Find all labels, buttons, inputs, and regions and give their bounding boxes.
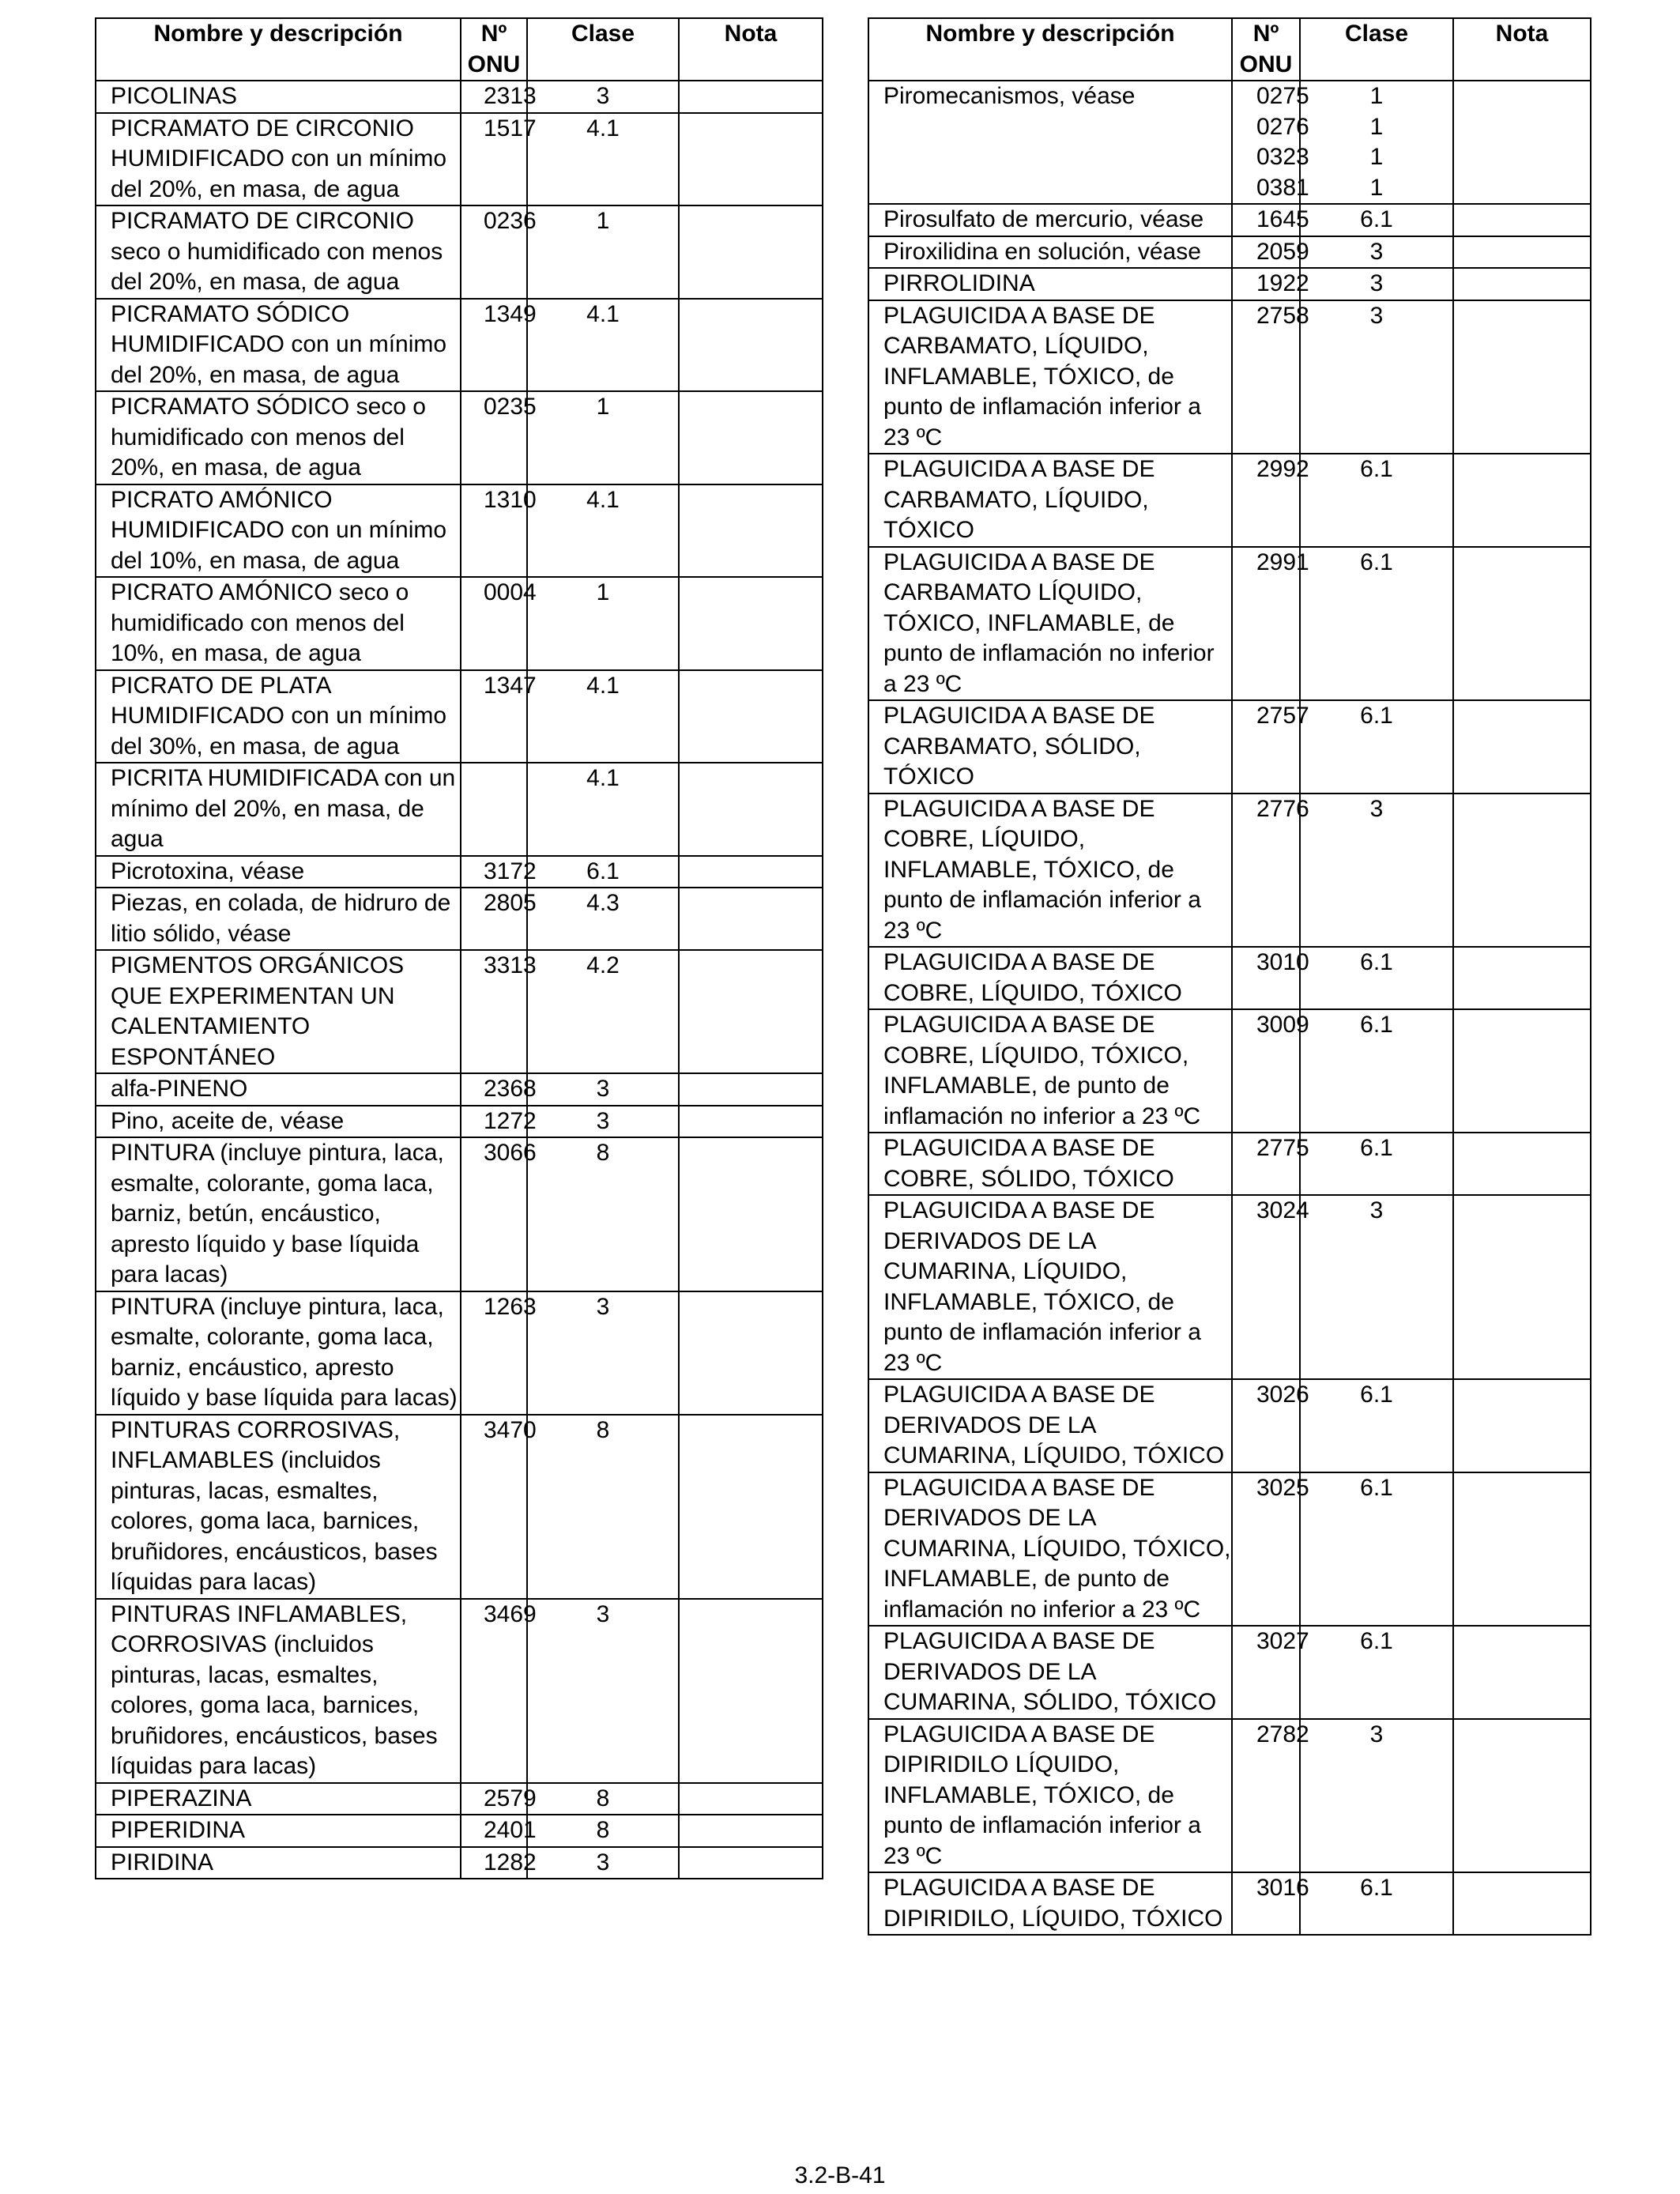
cell-onu: 3016 xyxy=(1232,1872,1300,1935)
header-onu-line2: ONU xyxy=(467,51,521,77)
table-row xyxy=(96,113,823,206)
cell-class: 4.1 xyxy=(527,113,679,206)
table-row xyxy=(868,300,1591,454)
cell-onu xyxy=(1232,81,1309,204)
cell-onu: 2758 xyxy=(1232,300,1300,454)
cell-note xyxy=(679,1415,823,1599)
table-row xyxy=(868,1719,1591,1873)
cell-name: PICRATO DE PLATA HUMIDIFICADO con un mínimo del 30%, en masa, de agua xyxy=(96,670,461,763)
cell-onu: 2991 xyxy=(1232,547,1300,701)
cell-note xyxy=(679,577,823,670)
cell-note xyxy=(1453,1719,1591,1873)
table-row xyxy=(96,81,823,113)
cell-onu: 2401 xyxy=(461,1815,527,1847)
cell-note xyxy=(679,1815,823,1847)
cell-name: PLAGUICIDA A BASE DE DIPIRIDILO LÍQUIDO, INFLAMABLE, TÓXICO, de punto de inflamación inferior a 23 ºC xyxy=(868,1719,1232,1873)
dangerous-goods-table-right xyxy=(868,17,1591,1936)
cell-name: PLAGUICIDA A BASE DE DIPIRIDILO, LÍQUIDO, TÓXICO xyxy=(868,1872,1232,1935)
header-name: Nombre y descripción xyxy=(96,18,461,81)
cell-onu: 2368 xyxy=(461,1073,527,1106)
cell-onu: 3009 xyxy=(1232,1009,1300,1133)
header-onu xyxy=(1232,18,1300,81)
cell-onu: 2782 xyxy=(1232,1719,1300,1873)
header-class: Clase xyxy=(527,18,679,81)
cell-note xyxy=(1453,81,1591,204)
cell-note xyxy=(1453,1472,1591,1627)
cell-onu-line: 0381 xyxy=(1256,174,1309,201)
table-row xyxy=(868,454,1591,547)
cell-name: PICRAMATO SÓDICO seco o humidificado con menos del 20%, en masa, de agua xyxy=(96,391,461,484)
cell-onu: 3172 xyxy=(461,856,527,888)
cell-note xyxy=(679,856,823,888)
table-row xyxy=(96,299,823,392)
cell-name: Piroxilidina en solución, véase xyxy=(868,236,1232,269)
cell-name: PINTURAS INFLAMABLES, CORROSIVAS (incluidos pinturas, lacas, esmaltes, colores, goma laca, barnices, bruñidores, encáusticos, bases líquidas para lacas) xyxy=(96,1599,461,1783)
header-name: Nombre y descripción xyxy=(868,18,1232,81)
header-onu-line2: ONU xyxy=(1239,51,1293,77)
cell-name: PICOLINAS xyxy=(96,81,461,113)
page-number: 3.2-B-41 xyxy=(794,2162,886,2188)
cell-class: 3 xyxy=(527,1106,679,1138)
table-header-row xyxy=(96,18,823,81)
cell-onu: 2757 xyxy=(1232,700,1300,794)
cell-name: PLAGUICIDA A BASE DE CARBAMATO, LÍQUIDO, TÓXICO xyxy=(868,454,1232,547)
table-row xyxy=(96,205,823,299)
table-row xyxy=(868,947,1591,1009)
cell-class: 4.1 xyxy=(527,763,679,856)
table-row xyxy=(96,1783,823,1815)
cell-note xyxy=(679,1106,823,1138)
header-class: Clase xyxy=(1300,18,1453,81)
cell-name: PIRROLIDINA xyxy=(868,268,1232,300)
cell-class: 4.1 xyxy=(527,670,679,763)
cell-class: 6.1 xyxy=(1300,700,1453,794)
cell-name: PICRAMATO SÓDICO HUMIDIFICADO con un mínimo del 20%, en masa, de agua xyxy=(96,299,461,392)
cell-onu: 1922 xyxy=(1232,268,1300,300)
cell-note xyxy=(679,391,823,484)
cell-onu: 2579 xyxy=(461,1783,527,1815)
header-note: Nota xyxy=(679,18,823,81)
cell-name: PLAGUICIDA A BASE DE DERIVADOS DE LA CUMARINA, SÓLIDO, TÓXICO xyxy=(868,1626,1232,1719)
table-row xyxy=(868,547,1591,701)
table-row xyxy=(96,1106,823,1138)
cell-name: Piezas, en colada, de hidruro de litio sólido, véase xyxy=(96,888,461,950)
cell-note xyxy=(1453,204,1591,236)
cell-onu xyxy=(461,763,527,856)
cell-name: PLAGUICIDA A BASE DE DERIVADOS DE LA CUMARINA, LÍQUIDO, TÓXICO xyxy=(868,1379,1232,1472)
cell-name: PICRAMATO DE CIRCONIO HUMIDIFICADO con un mínimo del 20%, en masa, de agua xyxy=(96,113,461,206)
table-row xyxy=(96,763,823,856)
cell-onu: 0236 xyxy=(461,205,527,299)
cell-onu: 2775 xyxy=(1232,1133,1300,1195)
cell-class-line: 1 xyxy=(1369,113,1384,140)
cell-class: 3 xyxy=(1300,236,1453,269)
cell-name: PLAGUICIDA A BASE DE COBRE, LÍQUIDO, TÓXICO xyxy=(868,947,1232,1009)
cell-onu-line: 0275 xyxy=(1256,83,1309,109)
header-note: Nota xyxy=(1453,18,1591,81)
cell-onu: 3024 xyxy=(1232,1195,1300,1379)
cell-onu: 2992 xyxy=(1232,454,1300,547)
cell-onu: 2313 xyxy=(461,81,527,113)
cell-note xyxy=(1453,1195,1591,1379)
table-row xyxy=(96,1815,823,1847)
table-row xyxy=(96,1073,823,1106)
cell-class: 1 xyxy=(527,391,679,484)
cell-class: 8 xyxy=(527,1783,679,1815)
cell-name: Picrotoxina, véase xyxy=(96,856,461,888)
cell-note xyxy=(1453,547,1591,701)
table-row xyxy=(868,1009,1591,1133)
cell-name: PIGMENTOS ORGÁNICOS QUE EXPERIMENTAN UN CALENTAMIENTO ESPONTÁNEO xyxy=(96,950,461,1073)
table-row xyxy=(96,1137,823,1291)
cell-note xyxy=(679,1783,823,1815)
cell-note xyxy=(1453,236,1591,269)
table-row xyxy=(96,1415,823,1599)
cell-class xyxy=(1300,81,1453,204)
cell-class: 3 xyxy=(527,1073,679,1106)
table-row xyxy=(96,856,823,888)
cell-onu: 3027 xyxy=(1232,1626,1300,1719)
cell-onu: 3313 xyxy=(461,950,527,1073)
cell-class: 8 xyxy=(527,1815,679,1847)
cell-note xyxy=(679,113,823,206)
table-row xyxy=(96,1291,823,1415)
table-row xyxy=(868,236,1591,269)
cell-class: 3 xyxy=(527,1847,679,1879)
cell-note xyxy=(679,1073,823,1106)
cell-class: 4.2 xyxy=(527,950,679,1073)
cell-name: PLAGUICIDA A BASE DE CARBAMATO LÍQUIDO, TÓXICO, INFLAMABLE, de punto de inflamación no inferior a 23 ºC xyxy=(868,547,1232,701)
cell-onu: 1282 xyxy=(461,1847,527,1879)
table-body-right xyxy=(868,81,1591,1935)
cell-name: PICRATO AMÓNICO seco o humidificado con menos del 10%, en masa, de agua xyxy=(96,577,461,670)
cell-onu: 1517 xyxy=(461,113,527,206)
table-row xyxy=(868,1872,1591,1935)
cell-onu: 3010 xyxy=(1232,947,1300,1009)
cell-name: PINTURA (incluye pintura, laca, esmalte, colorante, goma laca, barniz, betún, encáustico, apresto líquido y base líquida para lacas) xyxy=(96,1137,461,1291)
table-row xyxy=(96,577,823,670)
cell-note xyxy=(1453,1626,1591,1719)
cell-class: 6.1 xyxy=(1300,947,1453,1009)
cell-note xyxy=(679,81,823,113)
cell-note xyxy=(1453,268,1591,300)
cell-note xyxy=(679,670,823,763)
cell-onu: 1310 xyxy=(461,484,527,578)
cell-class: 4.1 xyxy=(527,484,679,578)
cell-class: 3 xyxy=(1300,300,1453,454)
table-row xyxy=(868,700,1591,794)
cell-onu-line: 0323 xyxy=(1256,144,1309,170)
cell-class-line: 1 xyxy=(1369,83,1384,109)
cell-name: PLAGUICIDA A BASE DE CARBAMATO, SÓLIDO, TÓXICO xyxy=(868,700,1232,794)
cell-onu: 3470 xyxy=(461,1415,527,1599)
cell-onu: 2805 xyxy=(461,888,527,950)
cell-name: Pino, aceite de, véase xyxy=(96,1106,461,1138)
cell-class: 6.1 xyxy=(1300,204,1453,236)
table-row xyxy=(96,1599,823,1783)
cell-class: 8 xyxy=(527,1415,679,1599)
cell-note xyxy=(679,1291,823,1415)
cell-class: 6.1 xyxy=(527,856,679,888)
cell-note xyxy=(1453,1133,1591,1195)
table-row xyxy=(868,1379,1591,1472)
cell-onu: 1645 xyxy=(1232,204,1300,236)
cell-class: 3 xyxy=(1300,1195,1453,1379)
cell-class: 3 xyxy=(527,1291,679,1415)
table-row xyxy=(96,670,823,763)
cell-onu: 0004 xyxy=(461,577,527,670)
cell-onu: 1263 xyxy=(461,1291,527,1415)
table-row xyxy=(868,794,1591,948)
cell-note xyxy=(1453,947,1591,1009)
header-onu xyxy=(461,18,527,81)
cell-class: 4.1 xyxy=(527,299,679,392)
cell-class: 3 xyxy=(1300,268,1453,300)
cell-name: PINTURA (incluye pintura, laca, esmalte, colorante, goma laca, barniz, encáustico, apresto líquido y base líquida para lacas) xyxy=(96,1291,461,1415)
cell-class: 6.1 xyxy=(1300,547,1453,701)
cell-onu-line: 0276 xyxy=(1256,113,1309,140)
cell-name: alfa-PINENO xyxy=(96,1073,461,1106)
cell-note xyxy=(1453,1009,1591,1133)
cell-name: PIPERAZINA xyxy=(96,1783,461,1815)
table-row xyxy=(96,391,823,484)
cell-note xyxy=(679,1599,823,1783)
cell-class: 3 xyxy=(1300,1719,1453,1873)
cell-name: PICRAMATO DE CIRCONIO seco o humidificado con menos del 20%, en masa, de agua xyxy=(96,205,461,299)
cell-name: PLAGUICIDA A BASE DE COBRE, LÍQUIDO, INFLAMABLE, TÓXICO, de punto de inflamación inferior a 23 ºC xyxy=(868,794,1232,948)
table-body-left xyxy=(96,81,823,1879)
header-onu-line1: Nº xyxy=(1252,21,1279,47)
cell-onu: 3469 xyxy=(461,1599,527,1783)
cell-name: PINTURAS CORROSIVAS, INFLAMABLES (incluidos pinturas, lacas, esmaltes, colores, goma laca, barnices, bruñidores, encáusticos, bases líquidas para lacas) xyxy=(96,1415,461,1599)
table-row xyxy=(868,1195,1591,1379)
table-row xyxy=(868,1133,1591,1195)
cell-note xyxy=(679,888,823,950)
cell-note xyxy=(679,205,823,299)
cell-name: PIRIDINA xyxy=(96,1847,461,1879)
cell-class: 3 xyxy=(527,1599,679,1783)
cell-class: 6.1 xyxy=(1300,1872,1453,1935)
cell-onu: 3066 xyxy=(461,1137,527,1291)
cell-class: 1 xyxy=(527,205,679,299)
table-row xyxy=(868,1472,1591,1627)
cell-onu: 1347 xyxy=(461,670,527,763)
cell-name: PLAGUICIDA A BASE DE COBRE, LÍQUIDO, TÓXICO, INFLAMABLE, de punto de inflamación no inferior a 23 ºC xyxy=(868,1009,1232,1133)
cell-class-line: 1 xyxy=(1369,144,1384,170)
cell-onu: 3026 xyxy=(1232,1379,1300,1472)
table-row xyxy=(868,1626,1591,1719)
cell-onu: 3025 xyxy=(1232,1472,1300,1627)
cell-name: PLAGUICIDA A BASE DE CARBAMATO, LÍQUIDO, INFLAMABLE, TÓXICO, de punto de inflamación inferior a 23 ºC xyxy=(868,300,1232,454)
cell-note xyxy=(1453,454,1591,547)
cell-onu: 1272 xyxy=(461,1106,527,1138)
cell-class: 6.1 xyxy=(1300,1626,1453,1719)
cell-onu: 1349 xyxy=(461,299,527,392)
cell-name: Pirosulfato de mercurio, véase xyxy=(868,204,1232,236)
cell-onu: 2059 xyxy=(1232,236,1300,269)
cell-onu: 2776 xyxy=(1232,794,1300,948)
cell-class: 6.1 xyxy=(1300,1472,1453,1627)
dangerous-goods-table-left xyxy=(95,17,823,1879)
cell-note xyxy=(1453,1872,1591,1935)
cell-class: 8 xyxy=(527,1137,679,1291)
cell-note xyxy=(679,299,823,392)
table-row xyxy=(96,950,823,1073)
cell-class: 3 xyxy=(1300,794,1453,948)
table-row xyxy=(868,268,1591,300)
table-row xyxy=(96,484,823,578)
table-row xyxy=(96,888,823,950)
table-row xyxy=(868,204,1591,236)
cell-class: 4.3 xyxy=(527,888,679,950)
cell-note xyxy=(1453,1379,1591,1472)
cell-name: PIPERIDINA xyxy=(96,1815,461,1847)
cell-class: 6.1 xyxy=(1300,1379,1453,1472)
cell-note xyxy=(679,763,823,856)
cell-name: PLAGUICIDA A BASE DE DERIVADOS DE LA CUMARINA, LÍQUIDO, TÓXICO, INFLAMABLE, de punto de inflamación no inferior a 23 ºC xyxy=(868,1472,1232,1627)
cell-class-line: 1 xyxy=(1369,174,1384,201)
cell-note xyxy=(679,1847,823,1879)
table-row xyxy=(868,81,1591,204)
cell-note xyxy=(679,484,823,578)
table-header-row xyxy=(868,18,1591,81)
cell-note xyxy=(1453,794,1591,948)
cell-class: 1 xyxy=(527,577,679,670)
cell-note xyxy=(679,950,823,1073)
cell-class: 6.1 xyxy=(1300,1009,1453,1133)
cell-name: Piromecanismos, véase xyxy=(868,81,1232,204)
cell-note xyxy=(679,1137,823,1291)
cell-name: PICRITA HUMIDIFICADA con un mínimo del 20%, en masa, de agua xyxy=(96,763,461,856)
header-onu-line1: Nº xyxy=(480,21,507,47)
cell-name: PICRATO AMÓNICO HUMIDIFICADO con un mínimo del 10%, en masa, de agua xyxy=(96,484,461,578)
cell-note xyxy=(1453,300,1591,454)
cell-class: 6.1 xyxy=(1300,1133,1453,1195)
cell-name: PLAGUICIDA A BASE DE DERIVADOS DE LA CUMARINA, LÍQUIDO, INFLAMABLE, TÓXICO, de punto de inflamación inferior a 23 ºC xyxy=(868,1195,1232,1379)
cell-class: 3 xyxy=(527,81,679,113)
cell-note xyxy=(1453,700,1591,794)
cell-onu: 0235 xyxy=(461,391,527,484)
cell-class: 6.1 xyxy=(1300,454,1453,547)
cell-name: PLAGUICIDA A BASE DE COBRE, SÓLIDO, TÓXICO xyxy=(868,1133,1232,1195)
table-row xyxy=(96,1847,823,1879)
